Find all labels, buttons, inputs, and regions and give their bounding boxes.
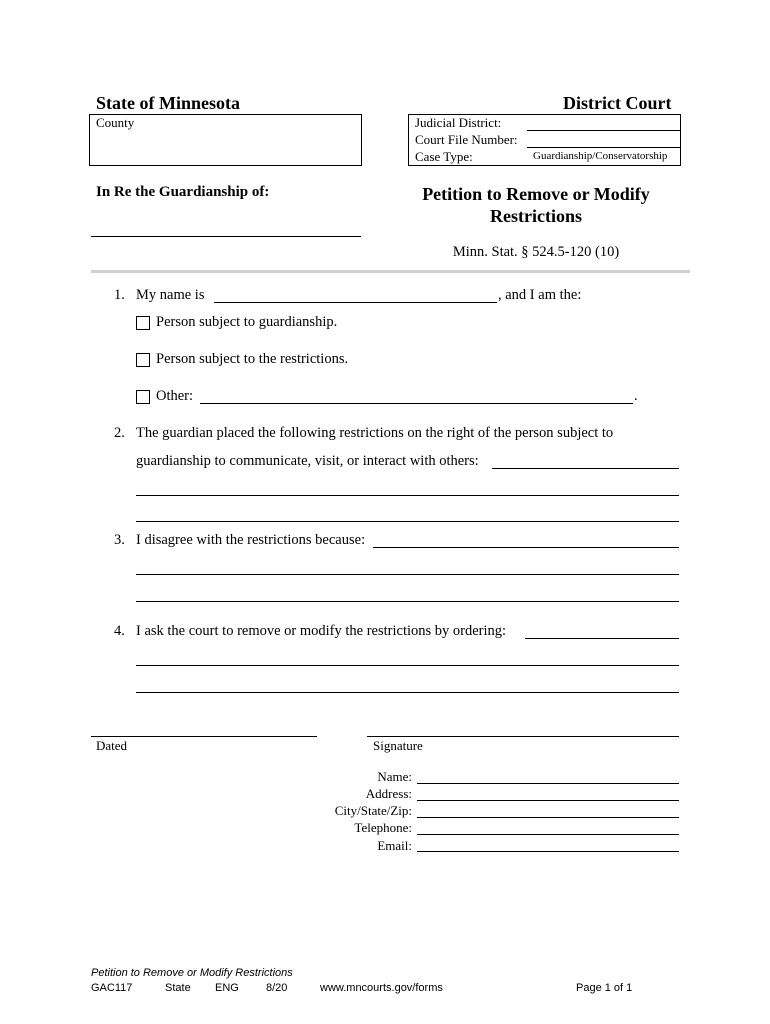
- divider: [91, 270, 690, 273]
- item-3-text: I disagree with the restrictions because:: [136, 532, 366, 548]
- telephone-field[interactable]: [417, 834, 679, 835]
- date-field[interactable]: [91, 736, 317, 737]
- email-label: Email:: [377, 838, 412, 853]
- other-field[interactable]: [200, 403, 633, 404]
- case-type-value: Guardianship/Conservatorship: [533, 150, 668, 162]
- option-person-subject: Person subject to guardianship.: [156, 314, 338, 330]
- dated-label: Dated: [96, 738, 128, 753]
- county-label: County: [96, 115, 135, 130]
- item-2-text-line2: guardianship to communicate, visit, or interact with others:: [136, 453, 479, 469]
- telephone-label: Telephone:: [354, 820, 412, 835]
- checkbox-person-subject[interactable]: [136, 316, 150, 330]
- footer-language: ENG: [215, 982, 239, 994]
- petitioner-name-field[interactable]: [214, 302, 497, 303]
- item-1-number: 1.: [114, 287, 125, 303]
- county-box[interactable]: [89, 114, 362, 166]
- case-type-field: [527, 147, 680, 166]
- judicial-district-field[interactable]: [527, 130, 680, 131]
- option-person-restricted: Person subject to the restrictions.: [156, 351, 349, 367]
- footer-form-code: GAC117: [91, 982, 133, 994]
- option-other: Other:: [156, 388, 194, 404]
- item-4-field-2[interactable]: [136, 665, 679, 666]
- item-1-prefix: My name is: [136, 287, 205, 303]
- judicial-district-label: Judicial District:: [415, 115, 502, 130]
- signature-label: Signature: [373, 738, 423, 753]
- other-period: .: [634, 388, 638, 404]
- footer-date: 8/20: [266, 982, 288, 994]
- name-field[interactable]: [417, 783, 679, 784]
- footer-state: State: [165, 982, 191, 994]
- item-3-field-1[interactable]: [373, 547, 679, 548]
- item-3-field-2[interactable]: [136, 574, 679, 575]
- court-heading: District Court: [563, 93, 672, 113]
- item-2-text-line1: The guardian placed the following restrictions on the right of the person subject to: [136, 425, 614, 441]
- checkbox-other[interactable]: [136, 390, 150, 404]
- item-3-field-3[interactable]: [136, 601, 679, 602]
- address-label: Address:: [365, 786, 412, 801]
- footer-page-number: Page 1 of 1: [576, 982, 633, 994]
- item-2-number: 2.: [114, 425, 125, 441]
- item-4-field-3[interactable]: [136, 692, 679, 693]
- item-2-field-1[interactable]: [492, 468, 679, 469]
- address-field[interactable]: [417, 800, 679, 801]
- item-4-number: 4.: [114, 623, 125, 639]
- item-4-text: I ask the court to remove or modify the restrictions by ordering:: [136, 623, 507, 639]
- item-4-field-1[interactable]: [525, 638, 679, 639]
- item-2-field-2[interactable]: [136, 495, 679, 496]
- ward-name-field[interactable]: [91, 236, 361, 237]
- state-heading: State of Minnesota: [96, 93, 240, 113]
- item-3-number: 3.: [114, 532, 125, 548]
- statute-reference: Minn. Stat. § 524.5-120 (10): [452, 244, 620, 260]
- name-label: Name:: [377, 769, 412, 784]
- in-re-label: In Re the Guardianship of:: [96, 184, 270, 200]
- checkbox-person-restricted[interactable]: [136, 353, 150, 367]
- footer-url[interactable]: www.mncourts.gov/forms: [320, 982, 443, 994]
- email-field[interactable]: [417, 851, 679, 852]
- case-type-label: Case Type:: [415, 149, 473, 164]
- city-state-zip-label: City/State/Zip:: [334, 803, 412, 818]
- form-title-line2: Restrictions: [490, 206, 582, 226]
- case-info-box: [408, 114, 681, 166]
- city-state-zip-field[interactable]: [417, 817, 679, 818]
- footer-form-title: Petition to Remove or Modify Restrictions: [91, 967, 293, 979]
- court-file-number-label: Court File Number:: [415, 132, 518, 147]
- form-title-line1: Petition to Remove or Modify: [422, 184, 650, 204]
- form-title: [400, 183, 672, 227]
- item-1-suffix: , and I am the:: [498, 287, 582, 303]
- signature-field[interactable]: [367, 736, 679, 737]
- item-2-field-3[interactable]: [136, 521, 679, 522]
